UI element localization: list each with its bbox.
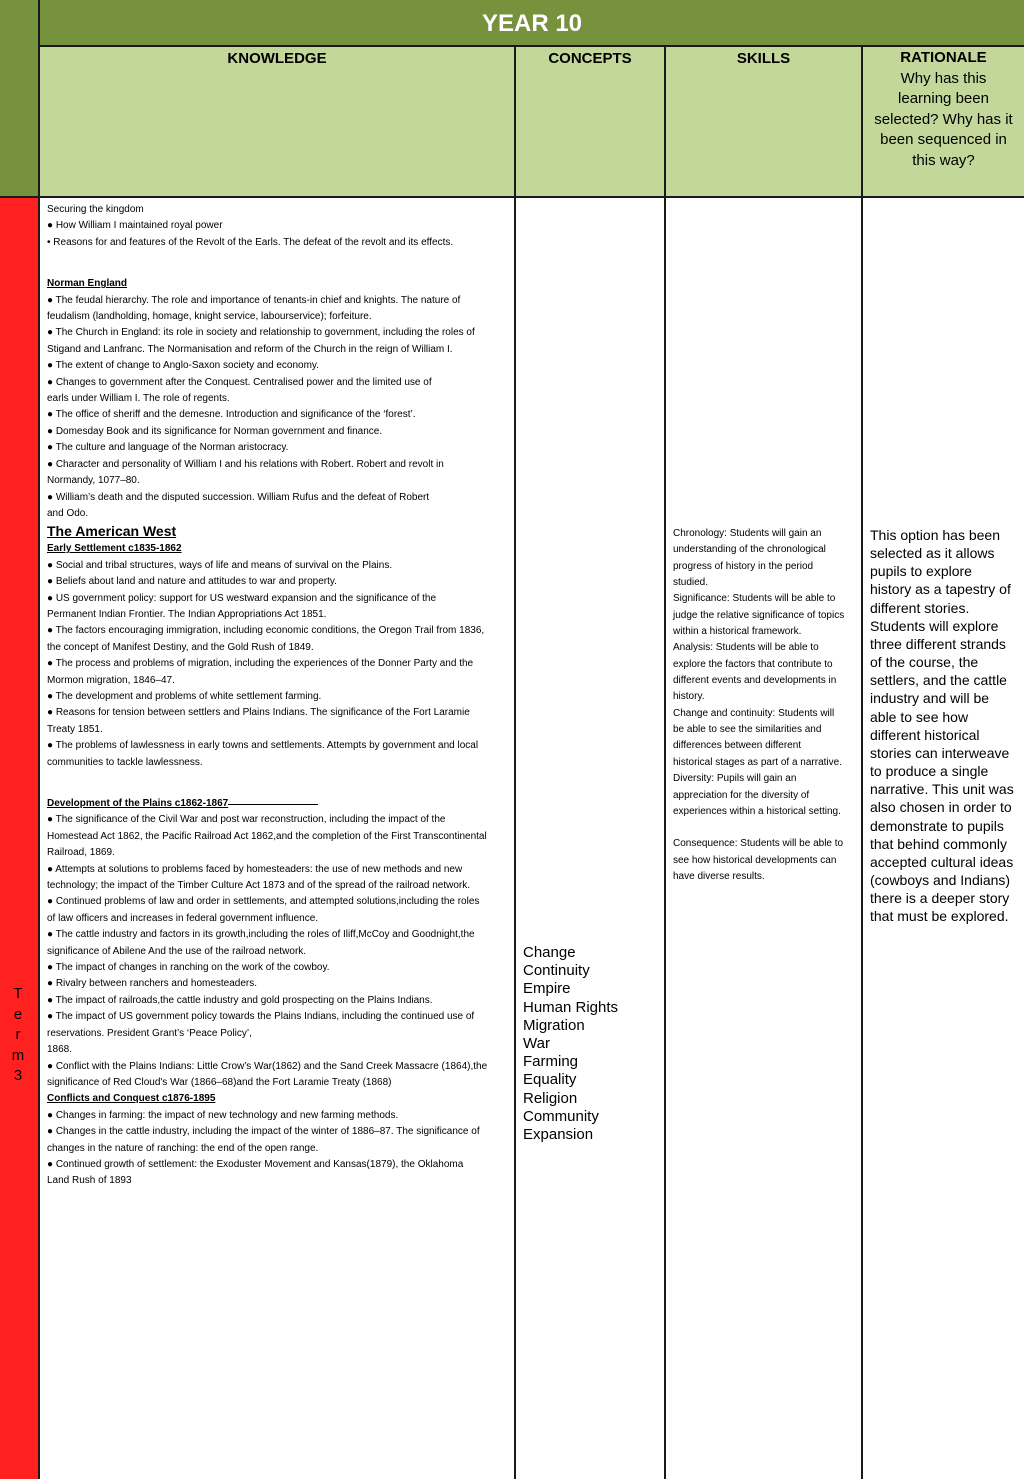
rationale-line: narrative. This unit was [870,781,1014,798]
knowledge-line: ● Reasons for tension between settlers and Plains Indians. The significance of the Fort Laramie [47,707,470,719]
corner-cell [0,0,40,198]
knowledge-line: ● Changes in the cattle industry, including the impact of the winter of 1886–87. The significance of [47,1126,480,1138]
skills-line: differences between different [673,740,802,752]
term-column [0,198,40,1479]
knowledge-line: Railroad, 1869. [47,847,115,859]
skills-line: have diverse results. [673,870,765,882]
skills-line: history. [673,691,705,703]
rationale-line: industry and will be [870,690,990,707]
knowledge-line: ● Changes in farming: the impact of new technology and new farming methods. [47,1109,399,1121]
plains-heading [47,796,513,812]
rationale-line: demonstrate to pupils [870,817,1004,834]
knowledge-line: ● The office of sheriff and the demesne. Introduction and significance of the ‘forest’. [47,409,416,421]
page-title: YEAR 10 [40,0,1024,47]
skills-line: studied. [673,577,709,589]
knowledge-line: ● Domesday Book and its significance for Norman government and finance. [47,425,383,437]
skills-line: Change and continuity: Students will [673,707,835,719]
skills-line: historical stages as part of a narrative. [673,756,842,768]
concept-item: War [523,1035,550,1053]
knowledge-line: Normandy, 1077–80. [47,475,140,487]
knowledge-line: ● The cattle industry and factors in its growth,including the roles of Iliff,McCoy and Goodnight,the [47,929,475,941]
skills-line: explore the factors that contribute to [673,658,833,670]
knowledge-line: earls under William I. The role of regents. [47,393,230,405]
term-letter: 3 [13,1067,23,1084]
knowledge-line: Permanent Indian Frontier. The Indian Appropriations Act 1851. [47,608,327,620]
knowledge-line: • Reasons for and features of the Revolt of the Earls. The defeat of the revolt and its effects. [47,236,454,248]
rationale-line: pupils to explore [870,563,972,580]
skills-line: experiences within a historical setting. [673,805,841,817]
norman-england-heading: Norman England [47,278,128,290]
knowledge-line: ● Conflict with the Plains Indians: Little Crow’s War(1862) and the Sand Creek Massacre (1864),the [47,1060,488,1072]
skills-line: understanding of the chronological [673,544,826,556]
american-west-heading: The American West [47,523,177,540]
rationale-line: there is a deeper story [870,890,1010,907]
skills-line: progress of history in the period [673,560,814,572]
knowledge-line: of law officers and increases in federal government influence. [47,912,319,924]
knowledge-line: ● Continued growth of settlement: the Exoduster Movement and Kansas(1879), the Oklahoma [47,1158,464,1170]
skills-line: appreciation for the diversity of [673,789,810,801]
early-settlement-heading: Early Settlement c1835-1862 [47,543,182,555]
knowledge-line: technology; the impact of the Timber Culture Act 1873 and of the spread of the railroad network. [47,880,471,892]
knowledge-line: Stigand and Lanfranc. The Normanisation and reform of the Church in the reign of William I. [47,343,453,355]
knowledge-line: the concept of Manifest Destiny, and the Gold Rush of 1849. [47,641,314,653]
rationale-line: also chosen in order to [870,799,1012,816]
concept-item: Human Rights [523,998,619,1016]
knowledge-line: Securing the kingdom [47,204,144,215]
skills-line: within a historical framework. [673,626,802,638]
rationale-line: of the course, the [870,654,979,671]
rationale-text [870,526,1020,925]
concept-item: Empire [523,980,571,998]
conflicts-heading: Conflicts and Conquest c1876-1895 [47,1093,216,1105]
rationale-line: Students will explore [870,617,999,634]
knowledge-line: ● Character and personality of William I and his relations with Robert. Robert and revolt in [47,458,444,470]
knowledge-line: ● How William I maintained royal power [47,220,223,232]
skills-line: Consequence: Students will be able to [673,838,844,850]
knowledge-line: Mormon migration, 1846–47. [47,674,175,686]
skills-text [673,526,858,885]
knowledge-line: ● The development and problems of white settlement farming. [47,690,322,702]
rationale-line: that must be explored. [870,908,1009,925]
knowledge-line: feudalism (landholding, homage, knight service, labourservice); forfeiture. [47,311,372,323]
rationale-line: that behind commonly [870,835,1007,852]
knowledge-line: communities to tackle lawlessness. [47,756,203,768]
knowledge-content [47,202,513,1190]
knowledge-line: ● The impact of US government policy towards the Plains Indians, including the continued use of [47,1011,475,1023]
concepts-header: CONCEPTS [516,47,666,198]
rationale-question-line: selected? Why has it [874,110,1013,128]
knowledge-line: 1868. [47,1044,73,1056]
knowledge-line: ● Changes to government after the Conquest. Centralised power and the limited use of [47,376,432,388]
knowledge-line: significance of Red Cloud's War (1866–68)and the Fort Laramie Treaty (1868) [47,1076,392,1088]
rationale-line: (cowboys and Indians) [870,871,1011,888]
concept-item: Continuity [523,962,590,980]
knowledge-line: ● Beliefs about land and nature and attitudes to war and property. [47,576,337,588]
term-letter: T [13,985,23,1002]
norman-section [47,293,513,523]
knowledge-line: ● The significance of the Civil War and post war reconstruction, including the impact of the [47,814,446,826]
concept-item: Change [523,944,576,961]
rationale-header [863,47,1024,198]
knowledge-line: ● The impact of railroads,the cattle industry and gold prospecting on the Plains Indians. [47,994,433,1006]
knowledge-line: ● The feudal hierarchy. The role and importance of tenants-in chief and knights. The nature of [47,294,461,306]
concept-item: Equality [523,1071,577,1089]
knowledge-line: ● US government policy: support for US westward expansion and the significance of the [47,592,437,604]
skills-line: judge the relative significance of topics [673,609,845,621]
knowledge-line: ● The factors encouraging immigration, including economic conditions, the Oregon Trail from 1836, [47,625,485,637]
rationale-line: stories can interweave [870,744,1010,761]
knowledge-line: changes in the nature of ranching: the end of the open range. [47,1142,319,1154]
rationale-title: RATIONALE [900,49,987,66]
skills-line: different events and developments in [673,675,837,687]
rationale-line: accepted cultural ideas [870,853,1014,870]
concept-item: Expansion [523,1126,594,1144]
knowledge-line: Homestead Act 1862, the Pacific Railroad Act 1862,and the completion of the First Transcontinental [47,830,487,842]
rationale-line: three different strands [870,635,1006,652]
knowledge-header: KNOWLEDGE [40,47,516,198]
rationale-question-line: learning been [898,90,989,107]
knowledge-line: ● Social and tribal structures, ways of life and means of survival on the Plains. [47,559,393,571]
term-letter: e [13,1005,23,1023]
plains-heading-text: Development of the Plains c1862-1867 [47,798,229,809]
concept-item: Farming [523,1053,579,1071]
knowledge-line: ● Continued problems of law and order in settlements, and attempted solutions,including the roles [47,896,480,908]
early-settlement-section [47,558,513,771]
skills-line: Significance: Students will be able to [673,593,836,605]
knowledge-line: ● The impact of changes in ranching on the work of the cowboy. [47,962,330,974]
term-label [0,984,36,1087]
concept-item: Migration [523,1016,585,1034]
knowledge-line: ● The extent of change to Anglo-Saxon society and economy. [47,360,319,372]
rationale-question-line: Why has this [900,69,987,87]
rationale-line: to produce a single [870,763,989,780]
concepts-list [523,944,618,1144]
skills-line: be able to see the similarities and [673,724,822,736]
rationale-line: settlers, and the cattle [870,672,1007,689]
rationale-question-line: this way? [912,151,975,169]
knowledge-line: Land Rush of 1893 [47,1175,132,1187]
rationale-question [871,69,1016,172]
term-letter: m [11,1046,25,1064]
knowledge-line: reservations. President Grant’s ‘Peace Policy’, [47,1027,252,1039]
conflicts-section [47,1108,513,1190]
term-letter: r [15,1026,21,1043]
concepts-column [516,198,666,1479]
rationale-line: able to see how [870,708,969,725]
intro-section [47,202,513,251]
knowledge-line: ● The problems of lawlessness in early towns and settlements. Attempts by government and local [47,740,479,752]
skills-line: Analysis: Students will be able to [673,642,819,654]
concept-item: Religion [523,1089,578,1107]
knowledge-line: ● Attempts at solutions to problems faced by homesteaders: the use of new methods and new [47,863,463,875]
plains-section [47,812,513,1091]
knowledge-line: ● William’s death and the disputed succession. William Rufus and the defeat of Robert [47,491,430,503]
knowledge-line: and Odo. [47,507,89,519]
skills-line: Diversity: Pupils will gain an [673,773,797,785]
skills-header: SKILLS [666,47,863,198]
knowledge-line: ● Rivalry between ranchers and homesteaders. [47,978,258,990]
rationale-line: history as a tapestry of [870,581,1011,598]
rationale-line: This option has been [870,527,1000,543]
knowledge-line: ● The process and problems of migration, including the experiences of the Donner Party and the [47,658,474,670]
knowledge-line: ● The culture and language of the Norman aristocracy. [47,442,289,454]
rationale-question-line: been sequenced in [880,131,1007,148]
skills-line: see how historical developments can [673,854,837,866]
skills-line: Chronology: Students will gain an [673,528,822,539]
knowledge-line: significance of Abilene And the use of the railroad network. [47,945,307,957]
concept-item: Community [523,1107,599,1125]
skills-line [673,820,858,836]
rationale-line: different stories. [870,599,970,616]
rationale-line: selected as it allows [870,545,995,562]
rationale-line: different historical [870,726,980,743]
knowledge-line: Treaty 1851. [47,723,103,735]
knowledge-line: ● The Church in England: its role in society and relationship to government, including the roles of [47,327,475,339]
